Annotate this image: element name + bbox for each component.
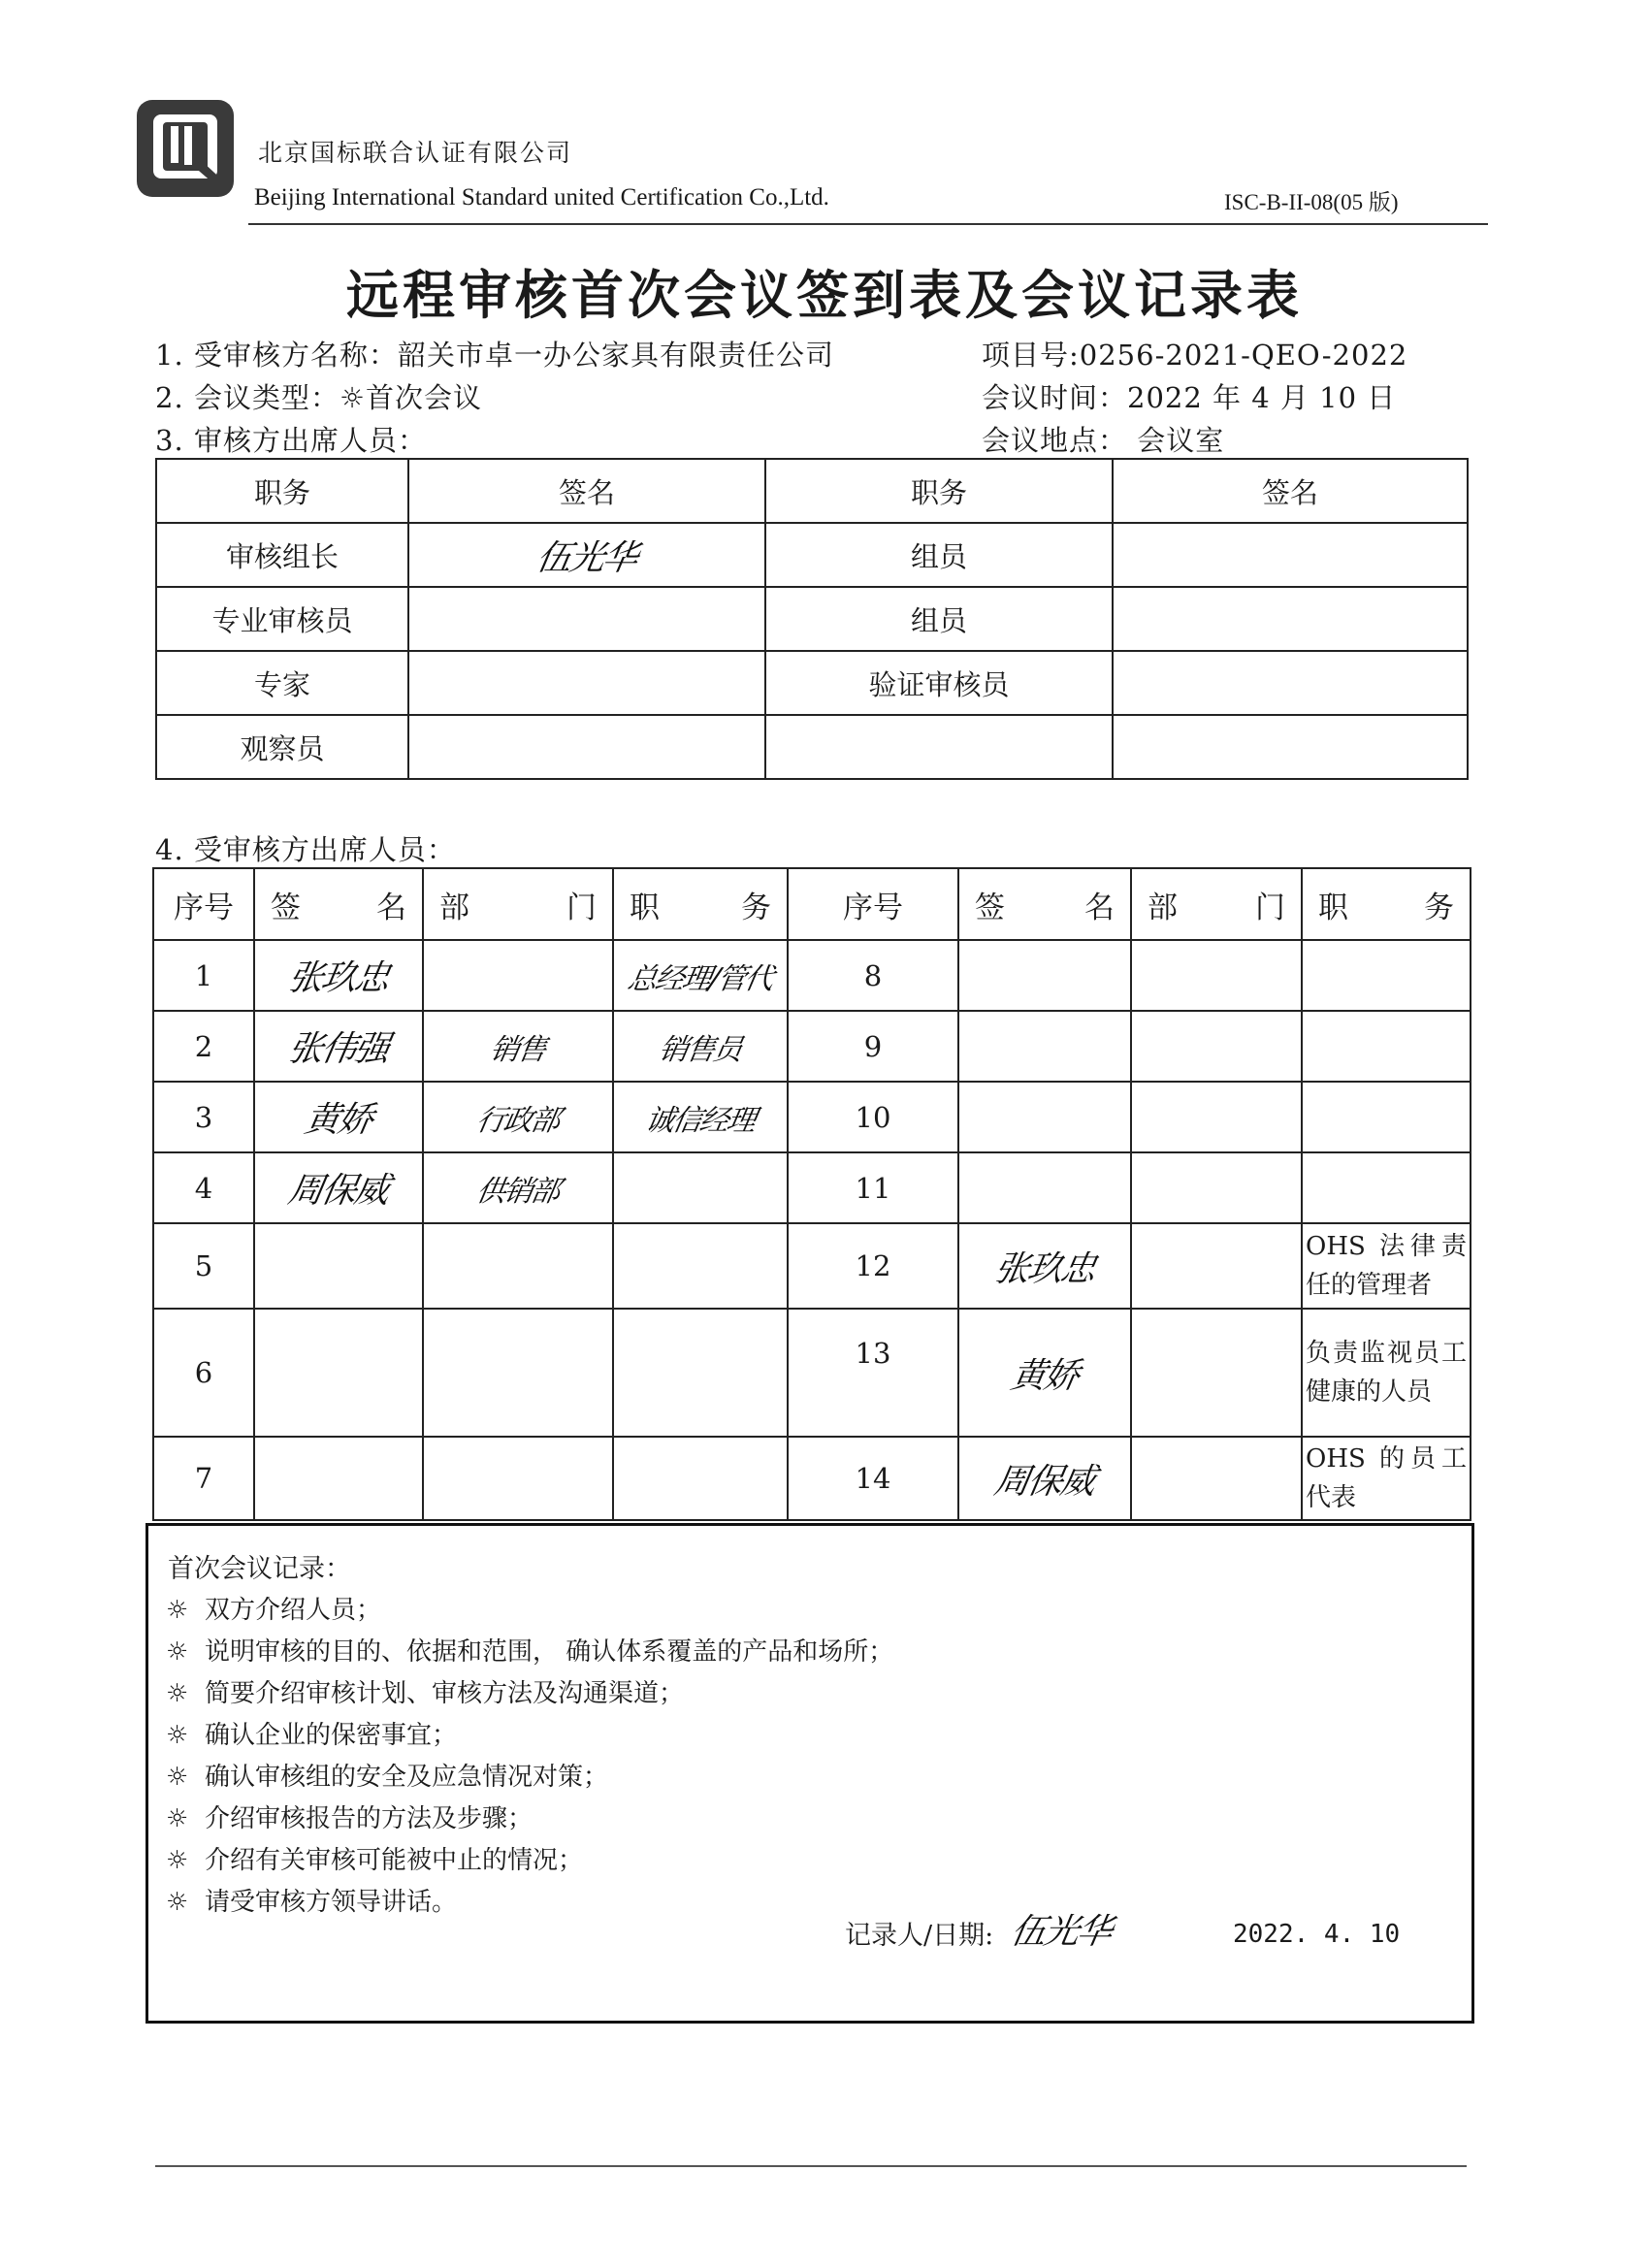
signature-cell: [254, 1082, 423, 1152]
header-cell: 部门: [1131, 868, 1302, 940]
handwritten-post: 总经理/管代: [625, 961, 775, 996]
company-logo: [134, 97, 237, 200]
table-row: [156, 523, 1468, 587]
handwritten-department: 销售: [487, 1032, 548, 1067]
record-date: 2022. 4. 10: [1233, 1920, 1401, 1949]
footer-divider: [155, 2165, 1467, 2167]
signature-cell: [958, 1309, 1131, 1437]
handwritten-signature: 黄娇: [1007, 1355, 1082, 1396]
department-cell: [1131, 1437, 1302, 1520]
sun-bullet-icon: ☼: [166, 1596, 189, 1625]
post-cell: OHS 的员工代表: [1302, 1437, 1471, 1520]
header-cell: 签名: [408, 459, 765, 523]
department-cell: [423, 1152, 613, 1223]
header-cell: 职务: [613, 868, 788, 940]
number-cell: 4: [153, 1152, 254, 1223]
post-cell: [613, 940, 788, 1011]
auditee-table: [152, 867, 1471, 1521]
signature-cell: [958, 1152, 1131, 1223]
table-row: [153, 1309, 1471, 1437]
signature-cell: [408, 651, 765, 715]
role-cell: 专家: [156, 651, 408, 715]
table-row: [153, 1082, 1471, 1152]
handwritten-post: 诚信经理: [642, 1103, 758, 1138]
role-cell: 专业审核员: [156, 587, 408, 651]
auditee-name: 受审核方名称：韶关市卓一办公家具有限责任公司: [194, 339, 835, 372]
note-item: [166, 1590, 381, 1626]
role-cell: [765, 715, 1113, 779]
role-cell: 验证审核员: [765, 651, 1113, 715]
note-text: 介绍审核报告的方法及步骤；: [205, 1804, 534, 1833]
handwritten-signature: 张玖忠: [990, 1248, 1098, 1289]
header-cell: 部门: [423, 868, 613, 940]
note-item: [166, 1798, 533, 1834]
signature-cell: [1113, 651, 1468, 715]
number-cell: 14: [788, 1437, 958, 1520]
department-cell: [423, 1309, 613, 1437]
signature-cell: [958, 1223, 1131, 1309]
number-cell: 13: [788, 1309, 958, 1437]
department-cell: [1131, 1011, 1302, 1082]
table-header-row: [156, 459, 1468, 523]
handwritten-department: 行政部: [473, 1103, 562, 1138]
header-cell: 序号: [788, 868, 958, 940]
handwritten-department: 供销部: [473, 1174, 562, 1209]
note-item: [166, 1840, 583, 1876]
handwritten-signature: 周保威: [284, 1171, 392, 1211]
signature-cell: [254, 1011, 423, 1082]
signature-cell: [254, 940, 423, 1011]
number-cell: 9: [788, 1011, 958, 1082]
post-cell: [1302, 1011, 1471, 1082]
number-cell: 3: [153, 1082, 254, 1152]
header-cell: 签名: [1113, 459, 1468, 523]
sun-bullet-icon: ☼: [166, 1846, 189, 1875]
sun-bullet-icon: ☼: [166, 1888, 189, 1917]
table-row: [153, 1152, 1471, 1223]
table-row: [153, 1437, 1471, 1520]
signature-cell: [408, 587, 765, 651]
signature-cell: [958, 1437, 1131, 1520]
recorder-label: 记录人/日期:: [845, 1921, 994, 1951]
number-cell: 2: [153, 1011, 254, 1082]
department-cell: [423, 1082, 613, 1152]
number-cell: 11: [788, 1152, 958, 1223]
department-cell: [1131, 1223, 1302, 1309]
table-row: [156, 651, 1468, 715]
company-name-en: Beijing International Standard united Certification Co.,Ltd.: [254, 184, 829, 211]
post-cell: [613, 1152, 788, 1223]
note-text: 请受审核方领导讲话。: [205, 1888, 458, 1917]
note-item: [166, 1882, 457, 1918]
number-cell: 7: [153, 1437, 254, 1520]
post-cell: [613, 1082, 788, 1152]
signature-cell: [408, 715, 765, 779]
signature-cell: [254, 1437, 423, 1520]
note-item: [166, 1673, 684, 1709]
note-text: 确认审核组的安全及应急情况对策；: [205, 1763, 609, 1792]
meeting-time: 会议时间：2022 年 4 月 10 日: [982, 381, 1397, 414]
meeting-type-line: [155, 376, 482, 416]
document-title: 远程审核首次会议签到表及会议记录表: [346, 264, 1303, 326]
handwritten-signature: 黄娇: [301, 1100, 375, 1140]
note-text: 简要介绍审核计划、审核方法及沟通渠道；: [205, 1679, 685, 1708]
auditor-table: [155, 458, 1469, 780]
handwritten-signature: 张伟强: [284, 1029, 392, 1069]
note-item: [166, 1632, 893, 1668]
department-cell: [1131, 1152, 1302, 1223]
department-cell: [1131, 1082, 1302, 1152]
sun-bullet-icon: ☼: [166, 1763, 189, 1792]
signature-cell: [1113, 715, 1468, 779]
number-cell: 8: [788, 940, 958, 1011]
header-cell: 职务: [1302, 868, 1471, 940]
role-cell: 审核组长: [156, 523, 408, 587]
signature-cell: [254, 1223, 423, 1309]
handwritten-signature: 伍光华: [1007, 1912, 1115, 1952]
signature-cell: [958, 1082, 1131, 1152]
header-cell: 职务: [765, 459, 1113, 523]
header-cell: 职务: [156, 459, 408, 523]
note-item: [166, 1757, 608, 1793]
table-row: [156, 715, 1468, 779]
number-cell: 6: [153, 1309, 254, 1437]
sun-bullet-icon: ☼: [166, 1804, 189, 1833]
line-number: 3.: [155, 424, 184, 457]
auditee-attendees-label: 4. 受审核方出席人员：: [155, 833, 456, 866]
post-cell: [613, 1223, 788, 1309]
note-item: [166, 1715, 457, 1751]
project-number: 项目号:0256-2021-QEO-2022: [982, 339, 1408, 372]
number-cell: 12: [788, 1223, 958, 1309]
handwritten-signature: 伍光华: [533, 537, 640, 578]
notes-title: 首次会议记录：: [168, 1554, 351, 1584]
signature-cell: [408, 523, 765, 587]
table-row: [153, 1223, 1471, 1309]
number-cell: 5: [153, 1223, 254, 1309]
table-row: [153, 1011, 1471, 1082]
form-number: ISC-B-II-08(05 版): [1224, 190, 1399, 214]
auditor-attendees-label: 审核方出席人员：: [194, 424, 428, 457]
note-text: 介绍有关审核可能被中止的情况；: [205, 1846, 584, 1875]
role-cell: 组员: [765, 523, 1113, 587]
post-cell: [1302, 1152, 1471, 1223]
signature-cell: [254, 1309, 423, 1437]
meeting-notes-box: [146, 1523, 1474, 2024]
auditee-name-line: [155, 334, 834, 373]
signature-cell: [958, 940, 1131, 1011]
department-cell: [423, 1223, 613, 1309]
header-divider: [248, 223, 1488, 225]
recorder-signature-wrap: [1007, 1904, 1115, 1954]
department-cell: [1131, 1309, 1302, 1437]
signature-cell: [1113, 587, 1468, 651]
signature-cell: [254, 1152, 423, 1223]
meeting-location: 会议地点： 会议室: [982, 424, 1225, 457]
header-cell: 序号: [153, 868, 254, 940]
role-cell: 观察员: [156, 715, 408, 779]
post-cell: [613, 1437, 788, 1520]
post-cell: [1302, 940, 1471, 1011]
signature-cell: [1113, 523, 1468, 587]
note-text: 确认企业的保密事宜；: [205, 1721, 458, 1750]
handwritten-post: 销售员: [656, 1032, 744, 1067]
company-name-cn: 北京国标联合认证有限公司: [258, 139, 573, 167]
line-number: 2.: [155, 381, 184, 414]
post-cell: [613, 1011, 788, 1082]
sun-bullet-icon: ☼: [166, 1637, 189, 1667]
auditor-attendees-line: [155, 419, 427, 459]
note-text: 说明审核的目的、依据和范围， 确认体系覆盖的产品和场所；: [205, 1637, 894, 1667]
handwritten-signature: 周保威: [990, 1461, 1098, 1502]
sun-bullet-icon: ☼: [166, 1721, 189, 1750]
note-text: 双方介绍人员；: [205, 1596, 382, 1625]
department-cell: [423, 940, 613, 1011]
meeting-type: 会议类型：☼首次会议: [194, 381, 482, 414]
table-header-row: [153, 868, 1471, 940]
role-cell: 组员: [765, 587, 1113, 651]
number-cell: 1: [153, 940, 254, 1011]
number-cell: 10: [788, 1082, 958, 1152]
post-cell: OHS 法律责任的管理者: [1302, 1223, 1471, 1309]
table-row: [153, 940, 1471, 1011]
department-cell: [423, 1437, 613, 1520]
post-cell: [1302, 1082, 1471, 1152]
post-cell: 负责监视员工健康的人员: [1302, 1309, 1471, 1437]
header-cell: 签名: [254, 868, 423, 940]
department-cell: [423, 1011, 613, 1082]
header-cell: 签名: [958, 868, 1131, 940]
post-cell: [613, 1309, 788, 1437]
signature-cell: [958, 1011, 1131, 1082]
sun-bullet-icon: ☼: [166, 1679, 189, 1708]
table-row: [156, 587, 1468, 651]
department-cell: [1131, 940, 1302, 1011]
line-number: 1.: [155, 339, 184, 372]
handwritten-signature: 张玖忠: [284, 958, 392, 998]
